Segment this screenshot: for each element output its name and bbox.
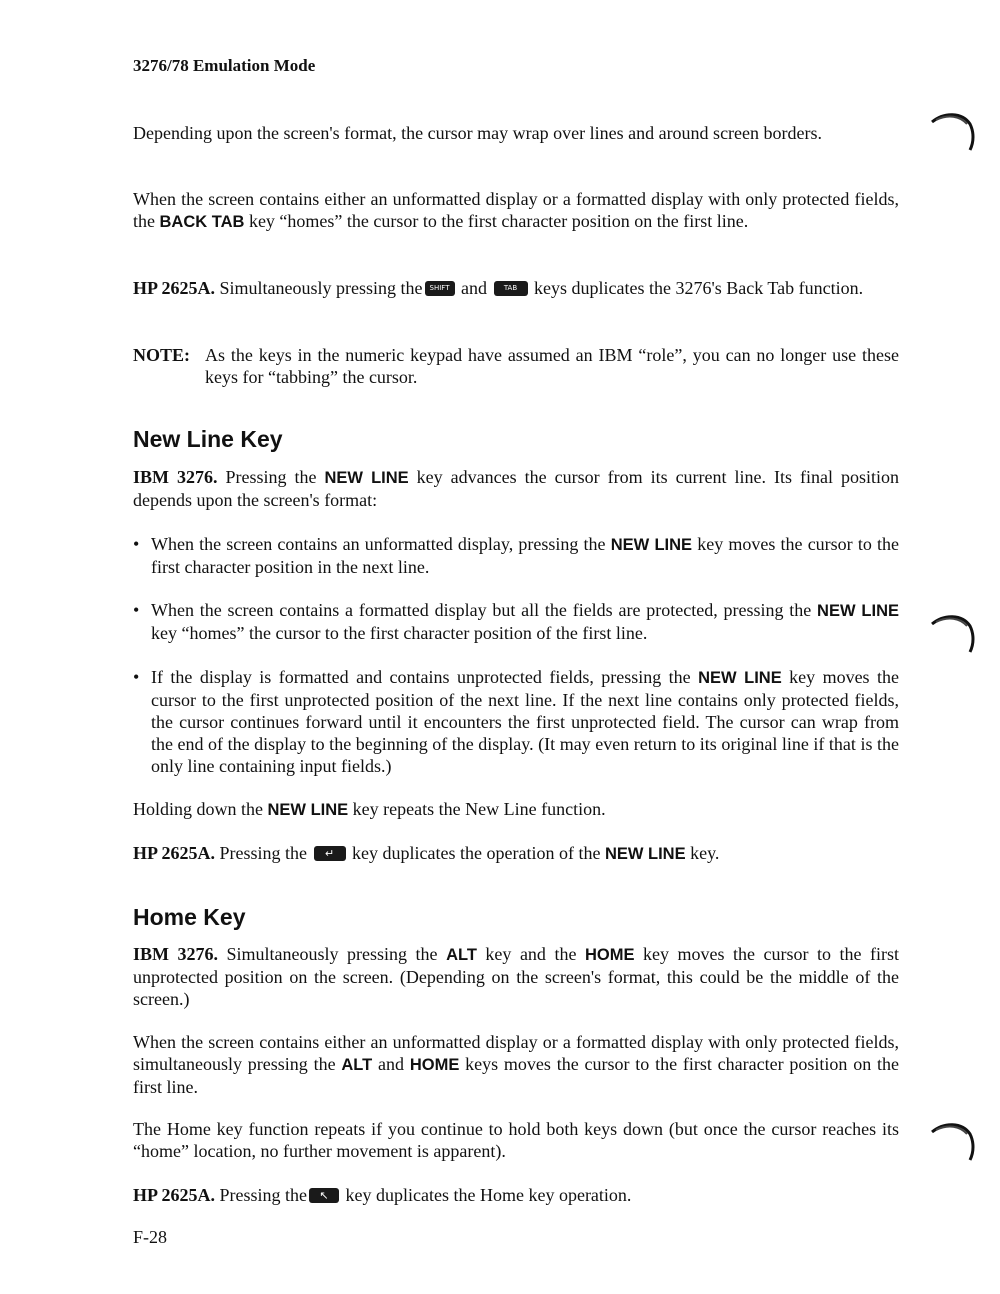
back-tab-key-label: BACK TAB xyxy=(159,213,245,231)
paragraph: HP 2625A. Simultaneously pressing the SHIFT and TAB keys duplicates the 3276's Back Tab function. xyxy=(133,278,864,298)
binder-mark-icon xyxy=(930,110,978,156)
note-label: NOTE: xyxy=(133,345,191,365)
section-heading: Home Key xyxy=(133,904,246,930)
paragraph: IBM 3276. Pressing the NEW LINE key advances the cursor from its current line. Its final position depends upon the screen's format: xyxy=(133,467,900,510)
list-item: • When the screen contains a formatted display but all the fields are protected, pressing the NEW LINE key “homes” the cursor to the first character position of the first line. xyxy=(133,600,899,643)
paragraph: Depending upon the screen's format, the cursor may wrap over lines and around screen borders. xyxy=(133,123,823,143)
tab-key-icon: TAB xyxy=(494,281,528,296)
paragraph: HP 2625A. Pressing the ↖ key duplicates the Home key operation. xyxy=(133,1185,632,1205)
paragraph: When the screen contains either an unformatted display or a formatted display with only protected fields, the BACK TAB key “homes” the cursor to the first character position on the first line. xyxy=(133,189,899,231)
binder-mark-icon xyxy=(930,612,978,658)
section-heading: New Line Key xyxy=(133,426,283,452)
list-item: • If the display is formatted and contains unprotected fields, pressing the NEW LINE key moves the cursor to the first unprotected position of the next line. If the next line contains only protected fields, the cursor continues forward until it encounters the first unprotected field. The cursor can wrap from the end of the display to the beginning of the display. (It may even return to its original line if that is the only line containing input fields.) xyxy=(133,667,899,776)
shift-key-icon: SHIFT xyxy=(425,281,455,296)
binder-mark-icon xyxy=(930,1120,978,1166)
paragraph: HP 2625A. Pressing the ↵ key duplicates the operation of the NEW LINE key. xyxy=(133,843,720,863)
paragraph: Holding down the NEW LINE key repeats the New Line function. xyxy=(133,799,606,819)
running-header: 3276/78 Emulation Mode xyxy=(133,56,316,75)
paragraph: When the screen contains either an unformatted display or a formatted display with only protected fields, simultaneously pressing the ALT and HOME keys moves the cursor to the first character position on the first line. xyxy=(133,1032,899,1097)
note-text: As the keys in the numeric keypad have assumed an IBM “role”, you can no longer use these keys for “tabbing” the cursor. xyxy=(205,345,899,387)
page-number: F-28 xyxy=(133,1227,168,1247)
note xyxy=(133,344,899,388)
return-key-icon: ↵ xyxy=(314,846,346,861)
paragraph: IBM 3276. Simultaneously pressing the ALT key and the HOME key moves the cursor to the first unprotected position on the screen. (Depending on the screen's format, this could be the middle of the screen.) xyxy=(133,944,899,1009)
hp-2625a-label: HP 2625A. xyxy=(133,278,216,298)
home-key-icon: ↖ xyxy=(309,1188,339,1203)
list-item: • When the screen contains an unformatted display, pressing the NEW LINE key moves the cursor to the first character position in the next line. xyxy=(133,534,899,577)
paragraph: The Home key function repeats if you continue to hold both keys down (but once the cursor reaches its “home” location, no further movement is apparent). xyxy=(133,1119,899,1161)
